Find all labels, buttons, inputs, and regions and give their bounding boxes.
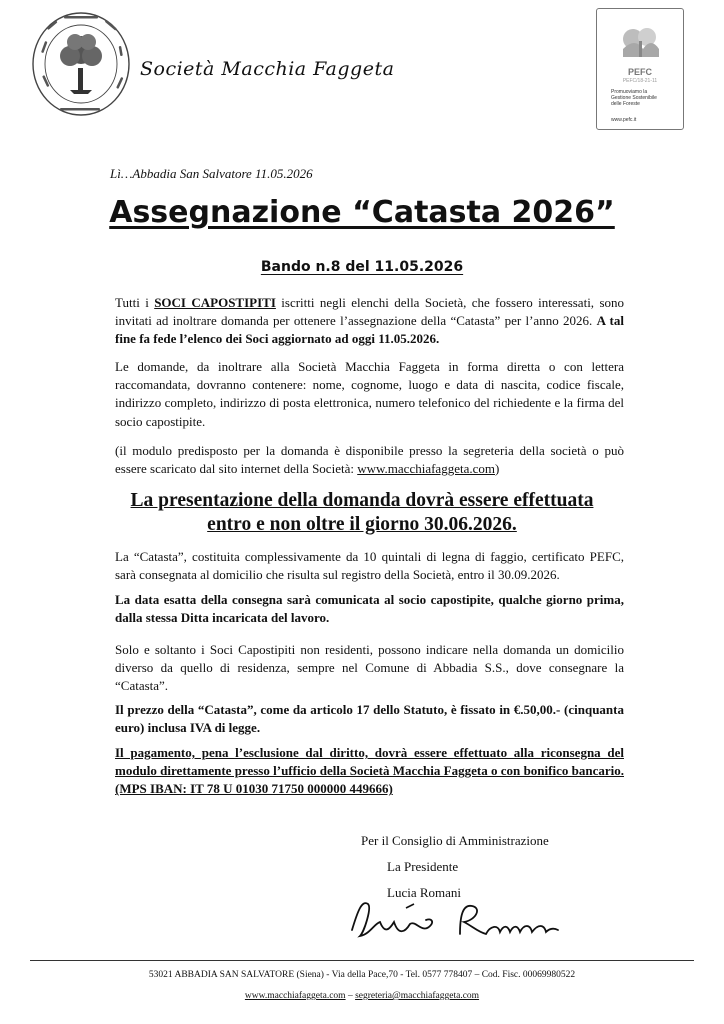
footer-separator: – <box>345 991 356 1001</box>
footer-website-link[interactable]: www.macchiafaggeta.com <box>244 991 346 1001</box>
place-and-date: Lì…Abbadia San Salvatore 11.05.2026 <box>110 166 313 181</box>
paragraph-catasta-description: La “Catasta”, costituita complessivamente da 10 quintali di legna di faggio, certificato PEFC, sarà consegnata al domicilio che risulta sul registro della Società, entro il 30.09.2026. <box>115 549 624 583</box>
footer-email-link[interactable]: segreteria@macchiafaggeta.com <box>355 991 480 1001</box>
paragraph-eligibility <box>115 294 624 349</box>
pefc-website: www.pefc.it <box>611 117 637 123</box>
paragraph-delivery-date: La data esatta della consegna sarà comunicata al socio capostipite, qualche giorno prima, dalla stessa Ditta incaricata del lavoro. <box>115 592 624 626</box>
paragraph-form-availability <box>115 442 624 478</box>
deadline-line-2: entro e non oltre il giorno 30.06.2026. <box>207 514 517 535</box>
footer-divider <box>30 960 694 961</box>
website-link[interactable]: www.macchiafaggeta.com <box>357 461 495 477</box>
paragraph-payment: Il pagamento, pena l’esclusione dal diritto, dovrà essere effettuato alla riconsegna del modulo direttamente presso l’ufficio della Società Macchia Faggeta o con bonifico bancario. (MPS IBAN: IT 78 U 01030 71750 000000 449666) <box>115 745 624 797</box>
pefc-logo-icon <box>613 23 669 63</box>
notice-number: Bando n.8 del 11.05.2026 <box>260 259 464 275</box>
tree-icon <box>60 34 102 94</box>
deadline-line-1: La presentazione della domanda dovrà essere effettuata <box>130 490 594 511</box>
paragraph-text: (il modulo predisposto per la domanda è disponibile presso la segreteria della società o può essere scaricato dal sito internet della Società: <box>115 443 624 477</box>
paragraph-text: Tutti i <box>115 295 155 310</box>
paragraph-non-residents: Solo e soltanto i Soci Capostipiti non residenti, possono indicare nella domanda un domicilio diverso da quello di residenza, sempre nel Comune di Abbadia S.S., dove consegnare la “Catasta”. <box>115 642 624 694</box>
pefc-text-line: delle Foreste <box>611 101 640 107</box>
pefc-code: PEFC/18-21-11 <box>622 78 658 84</box>
paragraph-text: iscritti negli elenchi della Società, che fossero interessati, sono invitati ad inoltrare domanda per ottenere l’assegnazione della “Catasta” per l’anno 2026. <box>115 295 624 329</box>
footer-address: 53021 ABBADIA SAN SALVATORE (Siena) - Via della Pace,70 - Tel. 0577 778407 – Cod. Fisc. 00069980522 <box>148 970 576 980</box>
signature-board: Per il Consiglio di Amministrazione <box>361 833 549 848</box>
handwritten-signature <box>340 890 570 948</box>
paragraph-price: Il prezzo della “Catasta”, come da articolo 17 dello Statuto, è fissato in €.50,00.- (cinquanta euro) inclusa IVA di legge. <box>115 702 624 736</box>
paragraph-text: ) <box>494 461 500 477</box>
pefc-certification-box <box>596 8 684 130</box>
paragraph-bold-note: A tal fine fa fede l’elenco dei Soci aggiornato ad oggi 11.05.2026. <box>115 313 624 347</box>
highlight-soci-capostipiti: SOCI CAPOSTIPITI <box>154 295 276 310</box>
footer-contacts <box>0 991 724 1001</box>
signature-name: Lucia Romani <box>387 885 462 900</box>
document-title: Assegnazione “Catasta 2026” <box>109 195 615 230</box>
pefc-name: PEFC <box>627 67 652 77</box>
pefc-text-line: Promuoviamo la <box>611 89 648 95</box>
paragraph-application: Le domande, da inoltrare alla Società Macchia Faggeta in forma diretta o con lettera raccomandata, dovranno contenere: nome, cognome, luogo e data di nascita, codice fiscale, indirizzo completo, indirizzo di posta elettronica, numero telefonico del richiedente e la firma del socio capostipite. <box>115 359 624 429</box>
company-name: Società Macchia Faggeta <box>140 58 395 80</box>
pefc-text-line: Gestione Sostenibile <box>611 95 657 101</box>
company-seal <box>30 10 132 118</box>
signature-role: La Presidente <box>387 859 459 874</box>
